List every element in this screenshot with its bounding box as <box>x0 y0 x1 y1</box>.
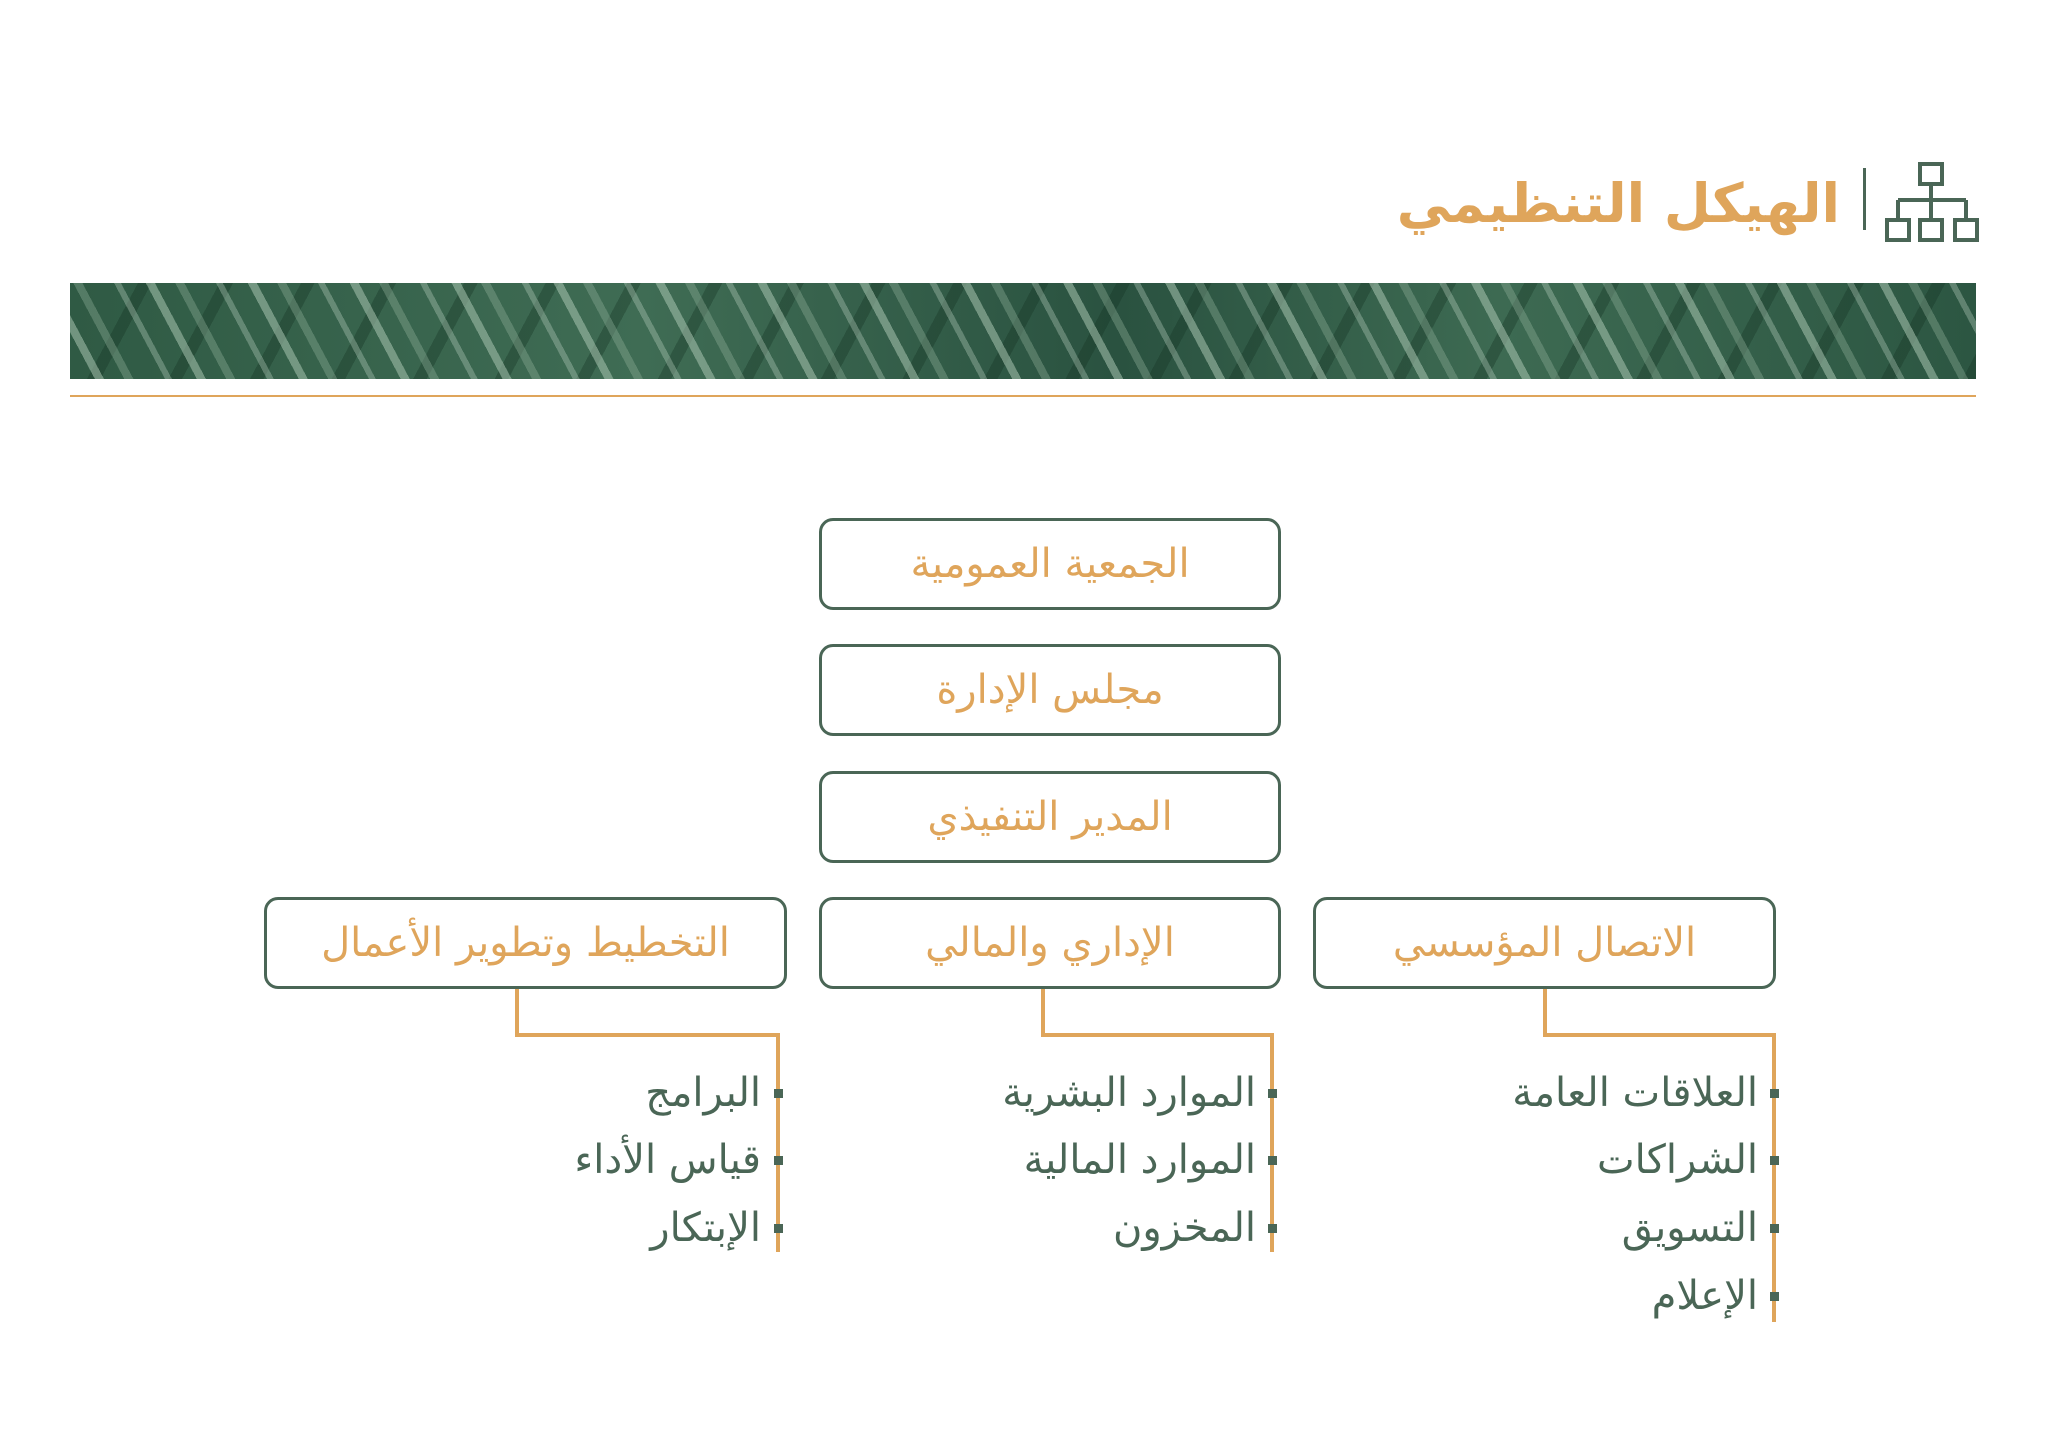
unit-item: قياس الأداء <box>574 1137 761 1183</box>
unit-item: الموارد المالية <box>1023 1137 1256 1183</box>
general-assembly-box <box>819 518 1281 610</box>
department-label: الإداري والمالي <box>925 920 1175 966</box>
executive-director-box <box>819 771 1281 863</box>
bullet <box>774 1224 783 1233</box>
bullet <box>1770 1089 1779 1098</box>
department-label: التخطيط وتطوير الأعمال <box>321 920 730 966</box>
bullet <box>1770 1292 1779 1301</box>
unit-item: العلاقات العامة <box>1512 1070 1758 1116</box>
board-box <box>819 644 1281 736</box>
department-box-planning-business-development <box>264 897 787 989</box>
page-title: الهيكل التنظيمي <box>1396 172 1840 235</box>
bullet <box>1268 1224 1277 1233</box>
department-box-corporate-communication <box>1313 897 1776 989</box>
unit-item: التسويق <box>1621 1205 1758 1251</box>
unit-item: المخزون <box>1112 1205 1256 1251</box>
general-assembly-label: الجمعية العمومية <box>910 541 1190 587</box>
unit-item: الإعلام <box>1651 1273 1758 1319</box>
unit-item: الشراكات <box>1596 1137 1758 1183</box>
bullet <box>1770 1156 1779 1165</box>
bullet <box>774 1089 783 1098</box>
unit-item: الموارد البشرية <box>1002 1070 1256 1116</box>
department-label: الاتصال المؤسسي <box>1392 920 1697 966</box>
bullet <box>774 1156 783 1165</box>
unit-item: الإبتكار <box>650 1205 761 1251</box>
department-box-admin-finance <box>819 897 1281 989</box>
executive-director-label: المدير التنفيذي <box>927 794 1173 840</box>
bullet <box>1770 1224 1779 1233</box>
org-chart-icon <box>1884 162 1980 244</box>
bullet <box>1268 1156 1277 1165</box>
board-label: مجلس الإدارة <box>936 667 1164 713</box>
title-separator <box>1863 168 1866 230</box>
accent-divider <box>70 395 1976 397</box>
palm-leaf-banner <box>70 283 1976 379</box>
bullet <box>1268 1089 1277 1098</box>
unit-item: البرامج <box>645 1070 761 1116</box>
